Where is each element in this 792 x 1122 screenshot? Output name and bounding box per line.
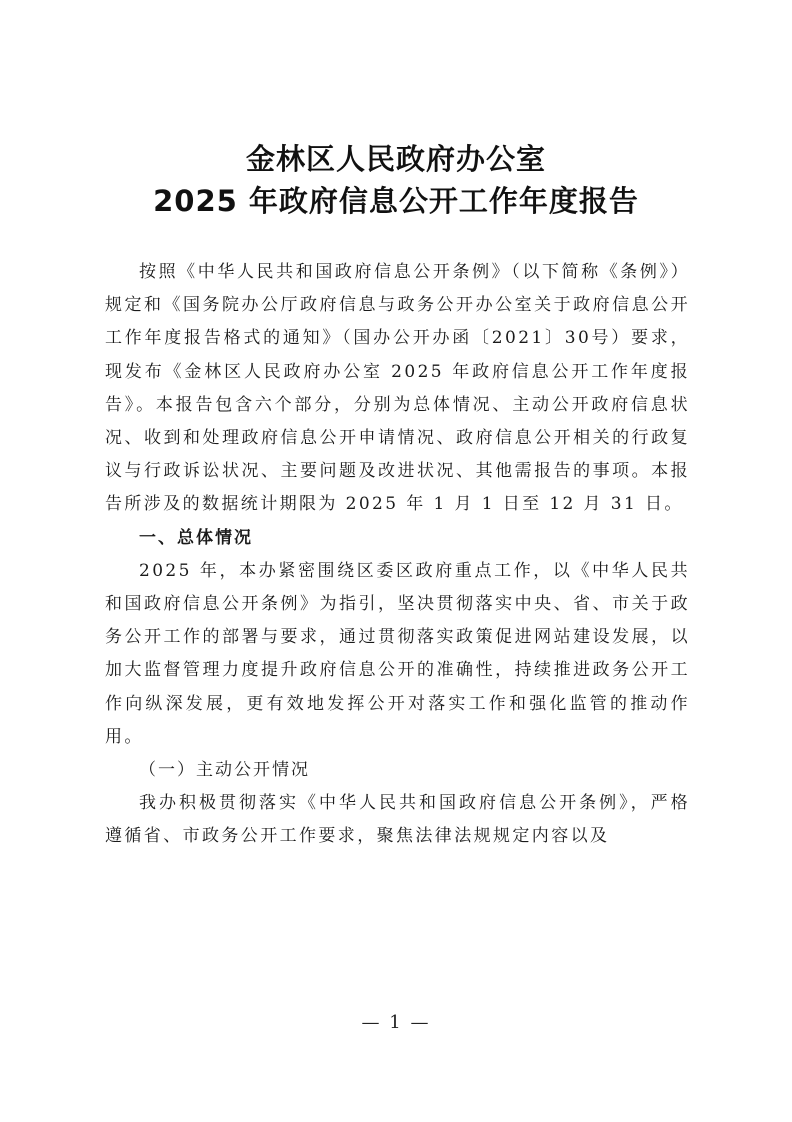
intro-paragraph: 按照《中华人民共和国政府信息公开条例》（以下简称《条例》）规定和《国务院办公厅政府信息与政务公开办公室关于政府信息公开工作年度报告格式的通知》（国办公开办函〔2021〕30号）要求，现发布《金林区人民政府办公室 2025 年政府信息公开工作年度报告》。本报告包含六个部分，分别为总体情况、主动公开政府信息状况、收到和处理政府信息公开申请情况、政府信息公开相关的行政复议与行政诉讼状况、主要问题及改进状况、其他需报告的事项。本报告所涉及的数据统计期限为 2025 年 1 月 1 日至 12 月 31 日。 — [105, 262, 690, 515]
active-disclosure-paragraph: 我办积极贯彻落实《中华人民共和国政府信息公开条例》，严格遵循省、市政务公开工作要求，聚焦法律法规规定内容以及 — [105, 793, 690, 847]
page-number: — 1 — — [361, 1012, 431, 1033]
document-title-line-1: 金林区人民政府办公室 — [245, 142, 546, 176]
subsection-heading-text: （一）主动公开情况 — [139, 760, 310, 781]
section-heading-overview: 一、总体情况 — [139, 527, 253, 548]
document-body — [105, 256, 690, 854]
document-title-line-2: 2025 年政府信息公开工作年度报告 — [153, 184, 639, 218]
overview-paragraph: 2025 年，本办紧密围绕区委区政府重点工作，以《中华人民共和国政府信息公开条例》为指引，坚决贯彻落实中央、省、市关于政务公开工作的部署与要求，通过贯彻落实政策促进网站建设发展，以加大监督管理力度提升政府信息公开的准确性，持续推进政务公开工作向纵深发展，更有效地发挥公开对落实工作和强化监管的推动作用。 — [105, 560, 690, 747]
subsection-heading-active-disclosure — [105, 754, 690, 787]
